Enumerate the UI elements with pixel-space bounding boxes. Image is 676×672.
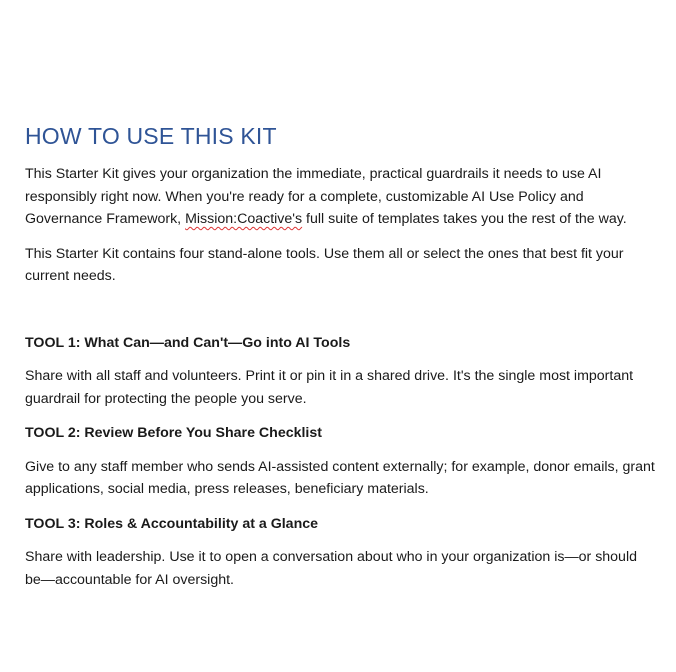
intro-paragraph xyxy=(25,163,655,231)
document-body xyxy=(25,120,655,588)
tool-3-description: Share with leadership. Use it to open a conversation about who in your organization is—or should be—accountable for AI oversight. xyxy=(25,549,637,588)
tool-2-title: TOOL 2: Review Before You Share Checklist xyxy=(25,425,322,441)
intro-text-start: This Starter Kit gives your organization the immediate, practical guardrails it needs to use AI responsibly right now. When you're ready for a complete, customizable AI Use Policy and Governance Framework, xyxy=(25,166,602,227)
section-heading: HOW TO USE THIS KIT xyxy=(25,123,277,149)
tool-2-description: Give to any staff member who sends AI-assisted content externally; for example, donor emails, grant applications, social media, press releases, beneficiary materials. xyxy=(25,458,655,497)
brand-name-spellcheck[interactable]: Mission:Coactive's xyxy=(185,211,303,227)
intro-text-end: full suite of templates takes you the rest of the way. xyxy=(302,211,627,227)
tool-1-title: TOOL 1: What Can—and Can't—Go into AI Tools xyxy=(25,334,351,351)
tool-3-title: TOOL 3: Roles & Accountability at a Glance xyxy=(25,515,319,532)
tools-intro-paragraph: This Starter Kit contains four stand-alone tools. Use them all or select the ones that best fit your current needs. xyxy=(25,245,624,284)
blank-line xyxy=(25,300,655,332)
tool-1-description: Share with all staff and volunteers. Print it or pin it in a shared drive. It's the single most important guardrail for protecting the people you serve. xyxy=(25,368,634,407)
